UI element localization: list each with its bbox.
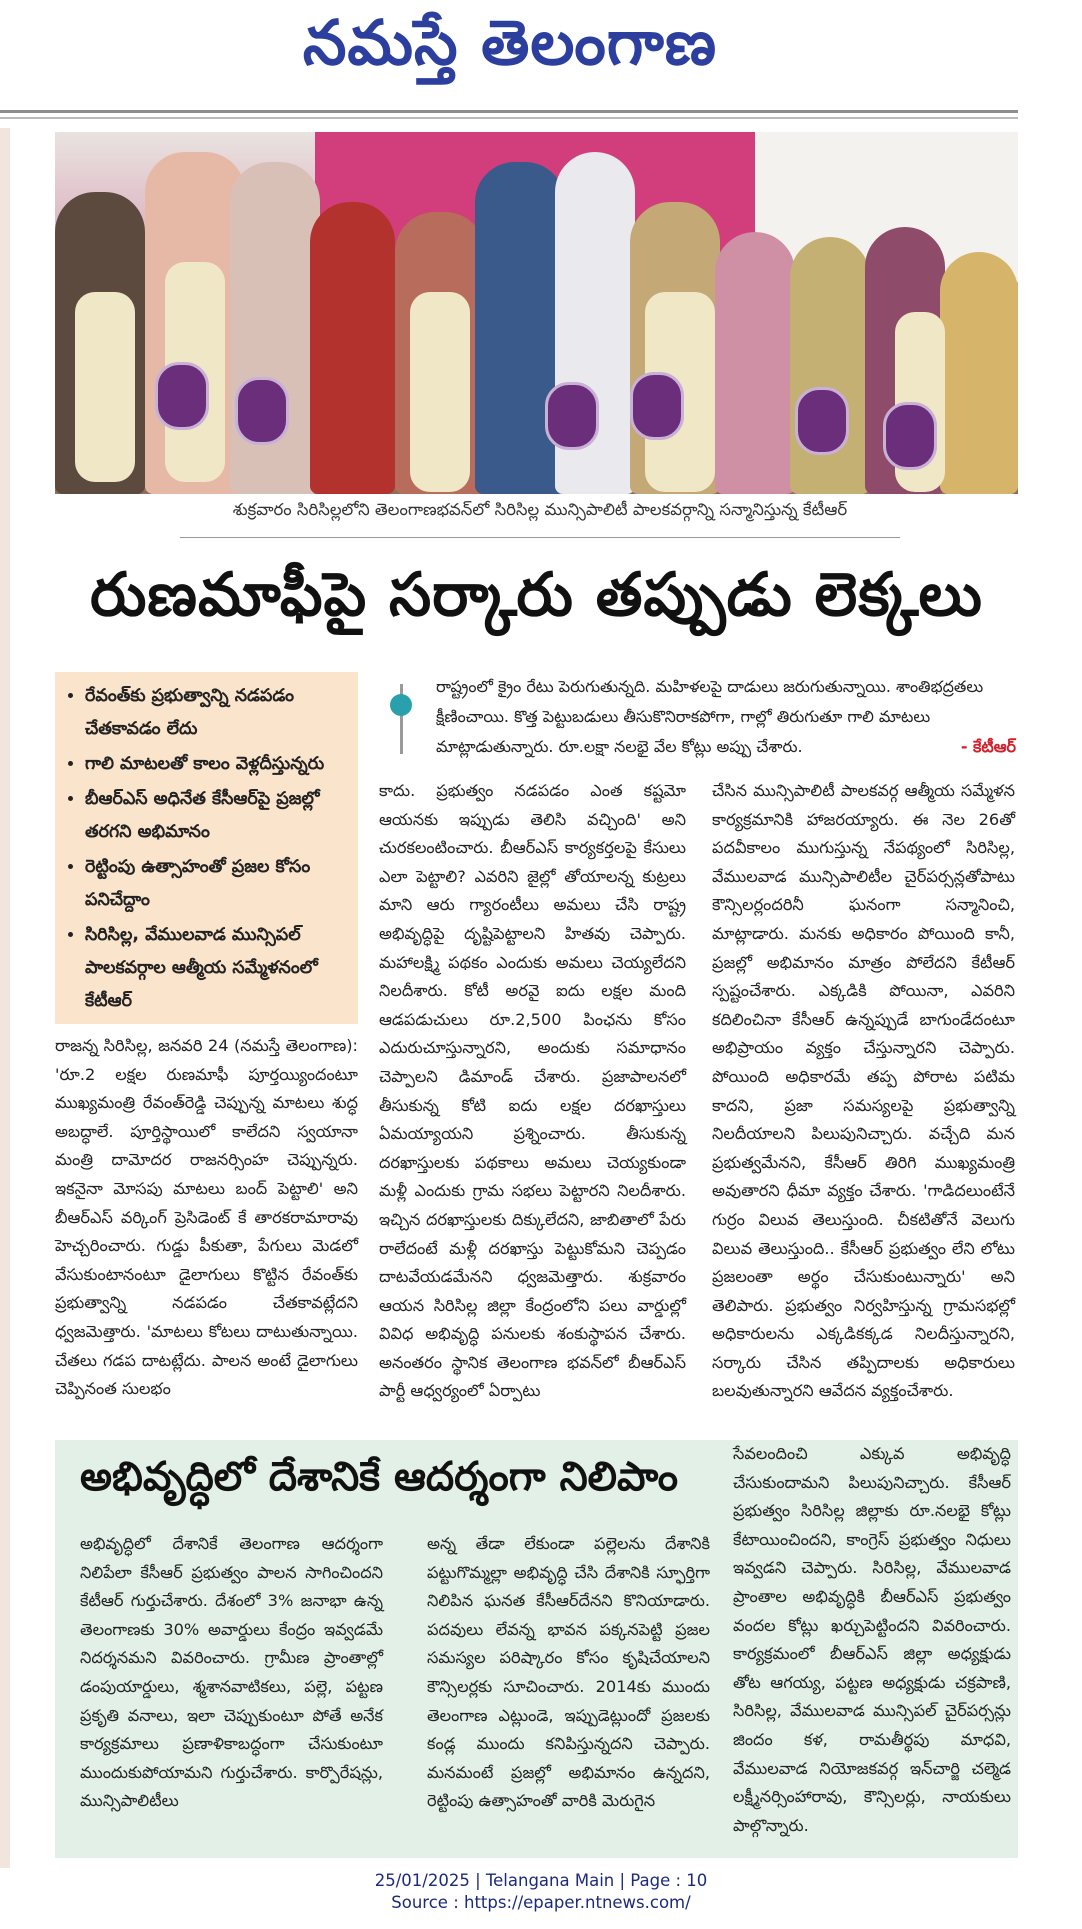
photo-plaque bbox=[235, 377, 289, 445]
sub-article-column-3: సేవలందించి ఎక్కువ అభివృద్ధి చేసుకుందామని పిలుపునిచ్చారు. కేసీఆర్ ప్రభుత్వం సిరిసిల్ల జిల్లాకు రూ.నలభై కోట్లు కేటాయించిందని, కాంగ్రెస్ ప్రభుత్వం నిధులు ఇవ్వడని చెప్పారు. సిరిసిల్ల, వేములవాడ ప్రాంతాల అభివృద్ధికి బీఆర్‌ఎస్ ప్రభుత్వం వందల కోట్లు ఖర్చుపెట్టిందని వివరించారు. కార్యక్రమంలో బీఆర్‌ఎస్ జిల్లా అధ్యక్షుడు తోట ఆగయ్య, పట్టణ అధ్యక్షుడు చక్రపాణి, సిరిసిల్ల, వేములవాడ మున్సిపల్ చైర్‌పర్సన్లు జిందం కళ, రామతీర్థపు మాధవి, వేములవాడ నియోజకవర్గ ఇన్‌చార్జి చల్మెడ లక్ష్మీనర్సింహారావు, కౌన్సిలర్లు, నాయకులు పాల్గొన్నారు. bbox=[733, 1444, 1011, 1835]
photo-person bbox=[230, 162, 320, 494]
page-margin-stripe bbox=[0, 128, 10, 1868]
photo-person bbox=[310, 202, 395, 494]
main-headline: రుణమాఫీపై సర్కారు తప్పుడు లెక్కలు bbox=[90, 560, 983, 630]
photo-plaque bbox=[155, 362, 209, 430]
article-column-2: కాదు. ప్రభుత్వం నడపడం ఎంత కష్టమో ఆయనకు ఇప్పుడు తెలిసి వచ్చింది' అని చురకలంటించారు. బీఆర్‌ఎస్ కార్యకర్తలపై కేసులు ఎలా పెట్టాలి? ఎవరిని జైల్లో తోయాలన్న కుట్రలు మాని ఆరు గ్యారంటీలు అమలు చేసి రాష్ట్ర అభివృద్ధిపై దృష్టిపెట్టాలని హితవు చెప్పారు. మహాలక్ష్మి పథకం ఎందుకు అమలు చెయ్యలేదని నిలదీశారు. కోటీ అరవై ఐదు లక్షల మంది ఆడపడుచులు రూ.2,500 పింఛను కోసం ఎదురుచూస్తున్నారని, అందుకు సమాధానం చెప్పాలని డిమాండ్ చేశారు. ప్రజాపాలనలో తీసుకున్న కోటి ఐదు లక్షల దరఖాస్తులు ఏమయ్యాయని ప్రశ్నించారు. తీసుకున్న దరఖాస్తులకు పథకాలు అమలు చెయ్యకుండా మళ్లీ ఎందుకు గ్రామ సభలు పెట్టారని నిలదీశారు. ఇచ్చిన దరఖాస్తులకు దిక్కులేదని, జాబితాలో పేరు రాలేదంటే మళ్లీ దరఖాస్తు పెట్టుకోమని చెప్పడం దాటవేయడమేనని ధ్వజమెత్తారు. శుక్రవారం ఆయన సిరిసిల్ల జిల్లా కేంద్రంలోని పలు వార్డుల్లో వివిధ అభివృద్ధి పనులకు శంకుస్థాపన చేశారు. అనంతరం స్థానిక తెలంగాణ భవన్‌లో బీఆర్‌ఎస్ పార్టీ ఆధ్వర్యంలో ఏర్పాటు bbox=[379, 781, 686, 1401]
caption-rule bbox=[180, 537, 900, 538]
photo-caption: శుక్రవారం సిరిసిల్లలోని తెలంగాణభవన్‌లో సిరిసిల్ల మున్సిపాలిటీ పాలకవర్గాన్ని సన్మానిస్తున్న కేటీఆర్ bbox=[232, 500, 848, 519]
quote-icon bbox=[390, 694, 412, 716]
sub-article-column-1: అభివృద్ధిలో దేశానికే తెలంగాణ ఆదర్శంగా నిలిపేలా కేసీఆర్ ప్రభుత్వం పాలన సాగించిందని కేటీఆర్ గుర్తుచేశారు. దేశంలో 3% జనాభా ఉన్న తెలంగాణకు 30% అవార్డులు కేంద్రం ఇవ్వడమే నిదర్శనమని వివరించారు. గ్రామీణ ప్రాంతాల్లో డంపుయార్డులు, శ్మశానవాటికలు, పల్లె, పట్టణ ప్రకృతి వనాలు, ఇలా చెప్పుకుంటూ పోతే అనేక కార్యక్రమాలు ప్రణాళికాబద్ధంగా చేసుకుంటూ ముందుకుపోయామని గుర్తుచేశారు. కార్పొరేషన్లు, మున్సిపాలిటీలు bbox=[80, 1534, 383, 1811]
masthead-rule-thin bbox=[0, 117, 1018, 119]
footer-date-page: 25/01/2025 | Telangana Main | Page : 10 bbox=[374, 1871, 708, 1890]
masthead bbox=[0, 0, 1020, 110]
photo-person bbox=[715, 232, 795, 494]
photo-person bbox=[790, 237, 870, 494]
sub-article-column-2: అన్న తేడా లేకుండా పల్లెలను దేశానికి పట్టుగొమ్మల్లా అభివృద్ధి చేసి దేశానికి స్ఫూర్తిగా నిలిపిన ఘనత కేసీఆర్‌దేనని కొనియాడారు. పదవులు లేవన్న భావన పక్కనపెట్టి ప్రజల సమస్యల పరిష్కారం కోసం కృషిచేయాలని కౌన్సిలర్లకు సూచించారు. 2014కు ముందు తెలంగాణ ఎట్లుండె, ఇప్పుడెట్లుందో ప్రజలకు కండ్ల ముందు కనిపిస్తున్నదని చెప్పారు. మనమంటే ప్రజల్లో అభిమానం ఉన్నదని, రెట్టింపు ఉత్సాహంతో వారికి మెరుగైన bbox=[427, 1534, 710, 1811]
highlight-item: • సిరిసిల్ల, వేములవాడ మున్సిపల్ పాలకవర్గాల ఆత్మీయ సమ్మేళనంలో కేటీఆర్ bbox=[85, 919, 348, 1018]
photo-plaque bbox=[795, 387, 849, 455]
highlight-item: • రెట్టింపు ఉత్సాహంతో ప్రజల కోసం పనిచేద్దాం bbox=[85, 851, 348, 917]
masthead-rule bbox=[0, 110, 1018, 113]
news-photo bbox=[55, 132, 1018, 494]
quote-text bbox=[436, 672, 1016, 762]
sub-headline: అభివృద్ధిలో దేశానికే ఆదర్శంగా నిలిపాం bbox=[80, 1454, 679, 1500]
photo-shawl bbox=[410, 292, 470, 492]
photo-person bbox=[475, 162, 565, 494]
photo-shawl bbox=[75, 292, 135, 482]
photo-person bbox=[940, 252, 1018, 494]
highlight-item: • రేవంత్‌కు ప్రభుత్వాన్ని నడపడం చేతకావడం లేదు bbox=[85, 680, 348, 746]
highlights-box bbox=[55, 672, 358, 1024]
photo-plaque bbox=[545, 382, 599, 450]
sub-article-box bbox=[55, 1440, 1018, 1858]
photo-plaque bbox=[883, 402, 937, 470]
newspaper-title: నమస్తే తెలంగాణ bbox=[302, 6, 718, 79]
photo-plaque bbox=[630, 372, 684, 440]
highlight-item: • బీఆర్‌ఎస్ అధినేత కేసీఆర్‌పై ప్రజల్లో తరగని అభిమానం bbox=[85, 783, 348, 849]
quote-author: - కేటీఆర్ bbox=[960, 737, 1016, 756]
page-footer bbox=[0, 1870, 1082, 1914]
footer-source-link[interactable]: Source : https://epaper.ntnews.com/ bbox=[391, 1893, 691, 1912]
article-column-1: రాజన్న సిరిసిల్ల, జనవరి 24 (నమస్తే తెలంగాణ): 'రూ.2 లక్షల రుణమాఫీ పూర్తయ్యిందంటూ ముఖ్యమంత్రి రేవంత్‌రెడ్డి చెప్పున్న మాటలు శుద్ధ అబద్ధాలే. పూర్తిస్థాయిలో కాలేదని స్వయానా మంత్రి దామోదర రాజనర్సింహ చెప్పున్నరు. ఇకనైనా మోసపు మాటలు బంద్ పెట్టాలి' అని బీఆర్‌ఎస్ వర్కింగ్ ప్రెసిడెంట్ కే తారకరామారావు హెచ్చరించారు. గుడ్డు పీకుతా, పేగులు మెడలో వేసుకుంటానంటూ డైలాగులు కొట్టిన రేవంత్‌కు ప్రభుత్వాన్ని నడపడం చేతకావట్లేదని ధ్వజమెత్తారు. 'మాటలు కోటలు దాటుతున్నాయి. చేతలు గడప దాటట్లేదు. పాలన అంటే డైలాగులు చెప్పినంత సులభం bbox=[55, 1036, 358, 1399]
quote-box bbox=[390, 672, 1018, 762]
quote-body: రాష్ట్రంలో క్రైం రేటు పెరుగుతున్నది. మహిళలపై దాడులు జరుగుతున్నాయి. శాంతిభద్రతలు క్షీణించాయి. కొత్త పెట్టుబడులు తీసుకొనిరాకపోగా, గాల్లో తిరుగుతూ గాలి మాటలు మాట్లాడుతున్నారు. రూ.లక్షా నలభై వేల కోట్లు అప్పు చేశారు. bbox=[436, 677, 984, 756]
article-column-3: చేసిన మున్సిపాలిటీ పాలకవర్గ ఆత్మీయ సమ్మేళన కార్యక్రమానికి హాజరయ్యారు. ఈ నెల 26తో పదవీకాలం ముగుస్తున్న నేపథ్యంలో సిరిసిల్ల, వేములవాడ మున్సిపాలిటీల చైర్‌పర్సన్లతోపాటు కౌన్సిలర్లందరినీ ఘనంగా సన్మానించి, మాట్లాడారు. మనకు అధికారం పోయింది కానీ, ప్రజల్లో అభిమానం మాత్రం పోలేదని కేటీఆర్ స్పష్టంచేశారు. ఎక్కడికి పోయినా, ఎవరిని కదిలించినా కేసీఆర్ ఉన్నప్పుడే బాగుండేదంటూ అభిప్రాయం వ్యక్తం చేస్తున్నారని చెప్పారు. పోయింది అధికారమే తప్ప పోరాట పటిమ కాదని, ప్రజా సమస్యలపై ప్రభుత్వాన్ని నిలదీయాలని పిలుపునిచ్చారు. వచ్చేది మన ప్రభుత్వమేనని, కేసీఆర్ తిరిగి ముఖ్యమంత్రి అవుతారని ధీమా వ్యక్తం చేశారు. 'గాడిదలుంటేనే గుర్రం విలువ తెలుస్తుంది. చీకటితోనే వెలుగు విలువ తెలుస్తుంది.. కేసీఆర్ ప్రభుత్వం లేని లోటు ప్రజలంతా అర్థం చేసుకుంటున్నారు' అని తెలిపారు. ప్రభుత్వం నిర్వహిస్తున్న గ్రామసభల్లో అధికారులను ఎక్కడికక్కడ నిలదీస్తున్నారని, సర్కారు చేసిన తప్పిదాలకు అధికారులు బలవుతున్నారని ఆవేదన వ్యక్తంచేశారు. bbox=[712, 781, 1015, 1401]
highlight-item: • గాలి మాటలతో కాలం వెళ్లదీస్తున్నరు bbox=[85, 748, 348, 781]
